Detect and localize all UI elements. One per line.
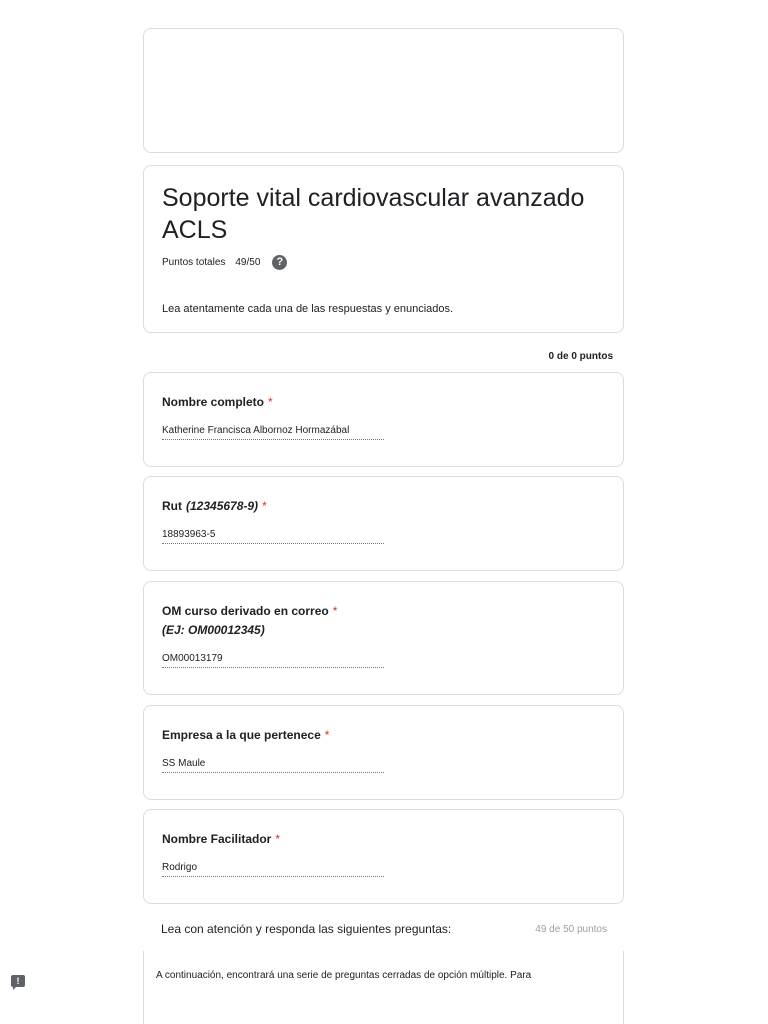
answer-facilitator: Rodrigo	[162, 861, 384, 877]
question-card-full-name	[143, 372, 624, 467]
question-label	[162, 726, 605, 745]
question-card-rut	[143, 476, 624, 571]
question-hint: (12345678-9)	[186, 499, 259, 513]
question-card-facilitator	[143, 809, 624, 904]
question-card-company	[143, 705, 624, 800]
section-points: 0 de 0 puntos	[548, 351, 613, 362]
question-label	[162, 497, 605, 516]
total-points-row	[162, 252, 605, 272]
answer-full-name: Katherine Francisca Albornoz Hormazábal	[162, 424, 384, 440]
total-points-label: Puntos totales	[162, 256, 226, 268]
answer-om-course: OM00013179	[162, 652, 384, 668]
answer-company: SS Maule	[162, 757, 384, 773]
help-icon[interactable]: ?	[272, 255, 287, 270]
question-label	[162, 602, 605, 640]
form-description: Lea atentamente cada una de las respuestas y enunciados.	[162, 303, 454, 315]
required-asterisk: *	[262, 499, 267, 513]
feedback-report-icon[interactable]: !	[11, 975, 25, 987]
form-title: Soporte vital cardiovascular avanzado ACLS	[162, 184, 585, 244]
form-title-card	[143, 165, 624, 333]
section-instructions	[143, 951, 624, 1024]
required-asterisk: *	[332, 604, 338, 618]
total-points-value: 49/50	[235, 256, 261, 268]
question-title: Nombre Facilitador	[162, 832, 272, 846]
question-title: Rut	[162, 499, 182, 513]
section-header	[161, 922, 607, 936]
answer-rut: 18893963-5	[162, 528, 384, 544]
question-label	[162, 393, 605, 412]
question-card-om-course	[143, 581, 624, 695]
section-title: Lea con atención y responda las siguientes preguntas:	[161, 922, 452, 936]
header-image-card	[143, 28, 624, 153]
question-title: Empresa a la que pertenece	[162, 728, 321, 742]
question-hint: (EJ: OM00012345)	[162, 623, 265, 637]
instructions-text: A continuación, encontrará una serie de preguntas cerradas de opción múltiple. Para	[156, 970, 532, 981]
question-label	[162, 830, 605, 849]
required-asterisk: *	[268, 395, 273, 409]
question-title: OM curso derivado en correo	[162, 604, 329, 618]
required-asterisk: *	[275, 832, 281, 846]
section-score: 49 de 50 puntos	[535, 923, 607, 935]
required-asterisk: *	[324, 728, 330, 742]
question-title: Nombre completo	[162, 395, 265, 409]
